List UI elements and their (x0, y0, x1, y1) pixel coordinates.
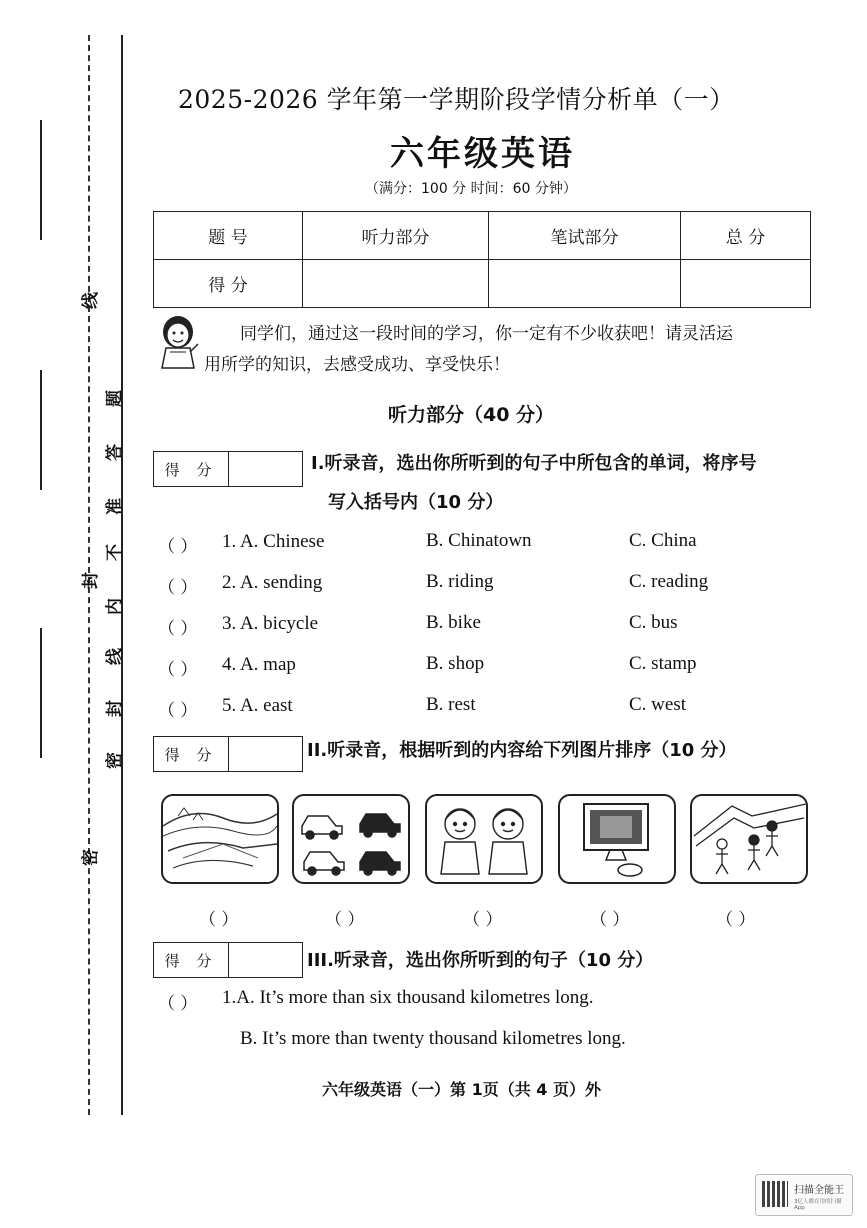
picture-order-blank-1[interactable]: （ ） (199, 910, 239, 930)
part1-score-label: 得 分 (154, 452, 229, 486)
part1-q4-option-c: C. stamp (629, 653, 697, 674)
part1-answer-blank[interactable]: （ ） (158, 619, 198, 639)
listening-section-title: 听力部分（40 分） (388, 404, 555, 426)
scanner-app-badge (755, 1174, 853, 1216)
picture-order-blank-4[interactable]: （ ） (590, 910, 630, 930)
picture-order-blank-3[interactable]: （ ） (463, 910, 503, 930)
part1-score-box (153, 451, 303, 487)
exam-info: （满分：100 分 时间：60 分钟） (365, 181, 577, 197)
margin-warning-5: 线 (105, 648, 125, 665)
four-cars-picture (292, 794, 410, 884)
margin-char-xian: 线 (81, 292, 101, 309)
score-table (153, 211, 811, 308)
page-footer: 六年级英语（一）第 1页（共 4 页）外 (322, 1080, 601, 1099)
part1-title-line-2: 写入括号内（10 分） (328, 492, 504, 513)
score-cell-listening[interactable] (303, 260, 489, 308)
score-table-header-number: 题 号 (154, 212, 303, 260)
two-children-picture (425, 794, 543, 884)
margin-warning-4: 内 (105, 598, 125, 615)
part1-q1-option-c: C. China (629, 530, 697, 551)
binding-solid-line (121, 35, 123, 1115)
part2-score-label: 得 分 (154, 737, 229, 771)
part1-q3-option-b: B. bike (426, 612, 481, 633)
part1-q3-option-c: C. bus (629, 612, 678, 633)
part2-title: II.听录音，根据听到的内容给下列图片排序（10 分） (307, 740, 737, 761)
part1-q1-option-b: B. Chinatown (426, 530, 532, 551)
people-walking-picture (690, 794, 808, 884)
page-title: 六年级英语 (390, 134, 575, 174)
part1-score-blank[interactable] (229, 452, 302, 486)
part3-title: III.听录音，选出你所听到的句子（10 分） (307, 950, 654, 971)
margin-warning-2: 准 (105, 498, 125, 515)
picture-order-blank-2[interactable]: （ ） (325, 910, 365, 930)
part3-q1-answer-blank[interactable]: （ ） (158, 994, 198, 1014)
part3-q1-option-a: 1.A. It’s more than six thousand kilometres long. (222, 987, 594, 1008)
part1-answer-blank[interactable]: （ ） (158, 660, 198, 680)
part2-score-box (153, 736, 303, 772)
river-landscape-picture (161, 794, 279, 884)
part1-q5-option-c: C. west (629, 694, 686, 715)
part1-q2-option-b: B. riding (426, 571, 494, 592)
intro-line-1: 同学们，通过这一段时间的学习，你一定有不少收获吧！请灵活运 (240, 324, 733, 344)
part3-score-box (153, 942, 303, 978)
part1-answer-blank[interactable]: （ ） (158, 701, 198, 721)
part1-q5-option-a: 5. A. east (222, 695, 293, 716)
name-blank-line (40, 120, 42, 240)
score-table-header-listening: 听力部分 (303, 212, 489, 260)
part1-answer-blank[interactable]: （ ） (158, 537, 198, 557)
computer-screen-picture (558, 794, 676, 884)
part1-q2-option-c: C. reading (629, 571, 709, 592)
girl-cartoon-icon (156, 314, 200, 370)
margin-warning-1: 答 (105, 444, 125, 461)
score-table-row-label: 得 分 (154, 260, 303, 308)
margin-warning-0: 题 (105, 390, 125, 407)
margin-char-feng: 封 (81, 572, 101, 589)
part1-q2-option-a: 2. A. sending (222, 572, 323, 593)
margin-warning-7: 密 (105, 752, 125, 769)
qr-code-icon (762, 1181, 788, 1207)
score-cell-total[interactable] (681, 260, 811, 308)
part1-title-line-1: I.听录音，选出你所听到的句子中所包含的单词，将序号 (311, 453, 757, 474)
part3-score-blank[interactable] (229, 943, 302, 977)
part1-q3-option-a: 3. A. bicycle (222, 613, 319, 634)
part2-score-blank[interactable] (229, 737, 302, 771)
margin-warning-3: 不 (105, 544, 125, 561)
school-blank-line (40, 628, 42, 758)
score-table-header-total: 总 分 (681, 212, 811, 260)
part1-answer-blank[interactable]: （ ） (158, 578, 198, 598)
score-table-header-writing: 笔试部分 (489, 212, 681, 260)
part1-q5-option-b: B. rest (426, 694, 476, 715)
margin-char-mi: 密 (81, 849, 101, 866)
badge-app-name: 扫描全能王 (794, 1185, 844, 1196)
intro-line-2: 用所学的知识，去感受成功、享受快乐！ (204, 355, 510, 375)
badge-app-sub: 3亿人都在用的扫描App (794, 1199, 842, 1211)
class-blank-line (40, 370, 42, 490)
year-title: 2025-2026 学年第一学期阶段学情分析单（一） (178, 85, 735, 114)
margin-warning-6: 封 (105, 700, 125, 717)
part1-q4-option-b: B. shop (426, 653, 485, 674)
part3-q1-option-b: B. It’s more than twenty thousand kilometres long. (240, 1028, 626, 1049)
part3-score-label: 得 分 (154, 943, 229, 977)
part1-q4-option-a: 4. A. map (222, 654, 296, 675)
part1-q1-option-a: 1. A. Chinese (222, 531, 325, 552)
picture-order-blank-5[interactable]: （ ） (716, 910, 756, 930)
score-cell-writing[interactable] (489, 260, 681, 308)
